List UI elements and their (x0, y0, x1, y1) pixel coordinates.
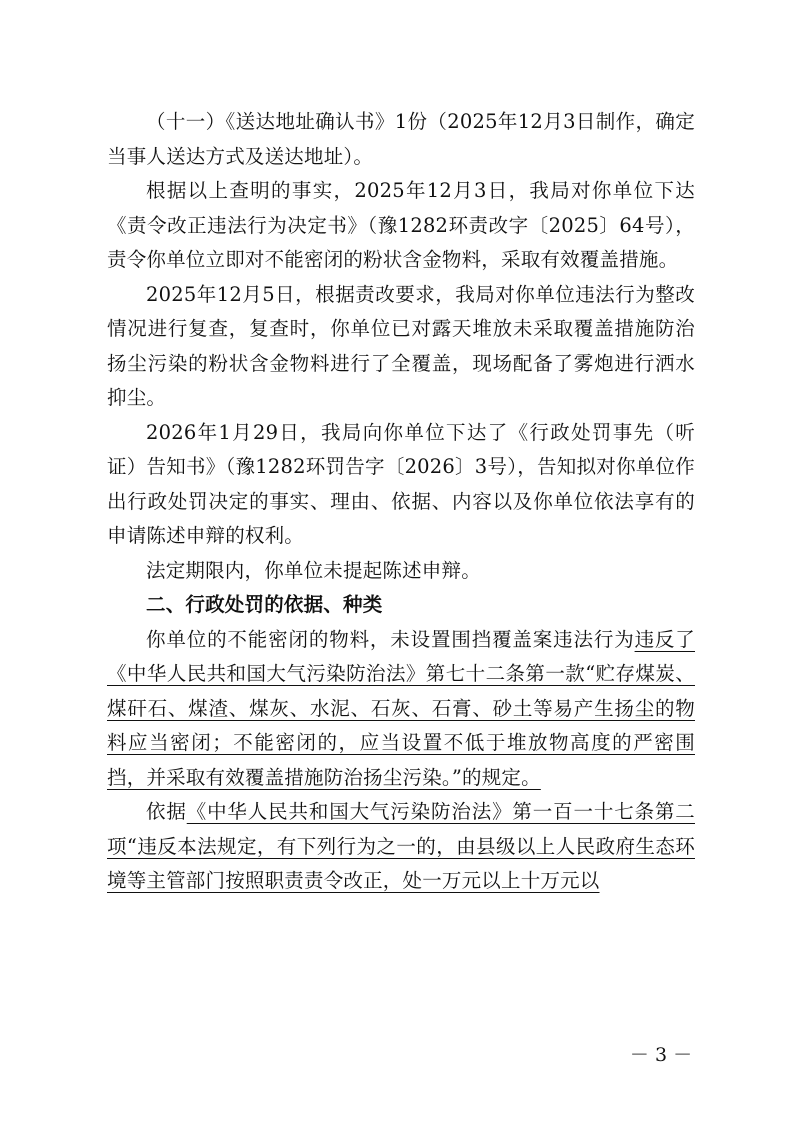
paragraph-review-result: 2025年12月5日，根据责改要求，我局对你单位违法行为整改情况进行复查，复查时，你单位已对露天堆放未采取覆盖措施防治扬尘污染的粉状含金物料进行了全覆盖，现场配备了雾炮进行洒水抑尘。 (107, 282, 695, 409)
underlined-law-citation: 违反了《中华人民共和国大气污染防治法》第七十二条第一款“贮存煤炭、煤矸石、煤渣、煤灰、水泥、石灰、石膏、砂土等易产生扬尘的物料应当密闭；不能密闭的，应当设置不低于堆放物高度的严密围挡，并采取有效覆盖措施防治扬尘污染。”的规定。 (107, 627, 695, 789)
document-body (107, 105, 695, 899)
penalty-lead-in: 依据 (146, 800, 187, 823)
paragraph-delivery-confirmation: （十一）《送达地址确认书》1份（2025年12月3日制作，确定当事人送达方式及送达地址）。 (107, 110, 695, 168)
paragraph-rectification-order: 根据以上查明的事实，2025年12月3日，我局对你单位下达《责令改正违法行为决定书》（豫1282环责改字〔2025〕64号），责令你单位立即对不能密闭的粉状含金物料，采取有效覆盖措施。 (107, 179, 695, 271)
underlined-penalty-citation: 《中华人民共和国大气污染防治法》第一百一十七条第二项“违反本法规定，有下列行为之一的，由县级以上人民政府生态环境等主管部门按照职责责令改正，处一万元以上十万元以 (107, 800, 695, 892)
paragraph-no-defense: 法定期限内，你单位未提起陈述申辩。 (146, 558, 481, 582)
section-heading-penalty-basis: 二、行政处罚的依据、种类 (146, 593, 383, 616)
violation-statement: 你单位的不能密闭的物料，未设置围挡覆盖案违法行为 (146, 627, 635, 651)
paragraph-hearing-notice: 2026年1月29日，我局向你单位下达了《行政处罚事先（听证）告知书》（豫1282环罚告字〔2026〕3号），告知拟对你单位作出行政处罚决定的事实、理由、依据、内容以及你单位依法享有的申请陈述申辩的权利。 (107, 420, 695, 547)
paragraph-penalty-provision (107, 795, 695, 899)
paragraph-violated-provision (107, 623, 695, 796)
page-number: － 3 － (629, 1044, 693, 1066)
